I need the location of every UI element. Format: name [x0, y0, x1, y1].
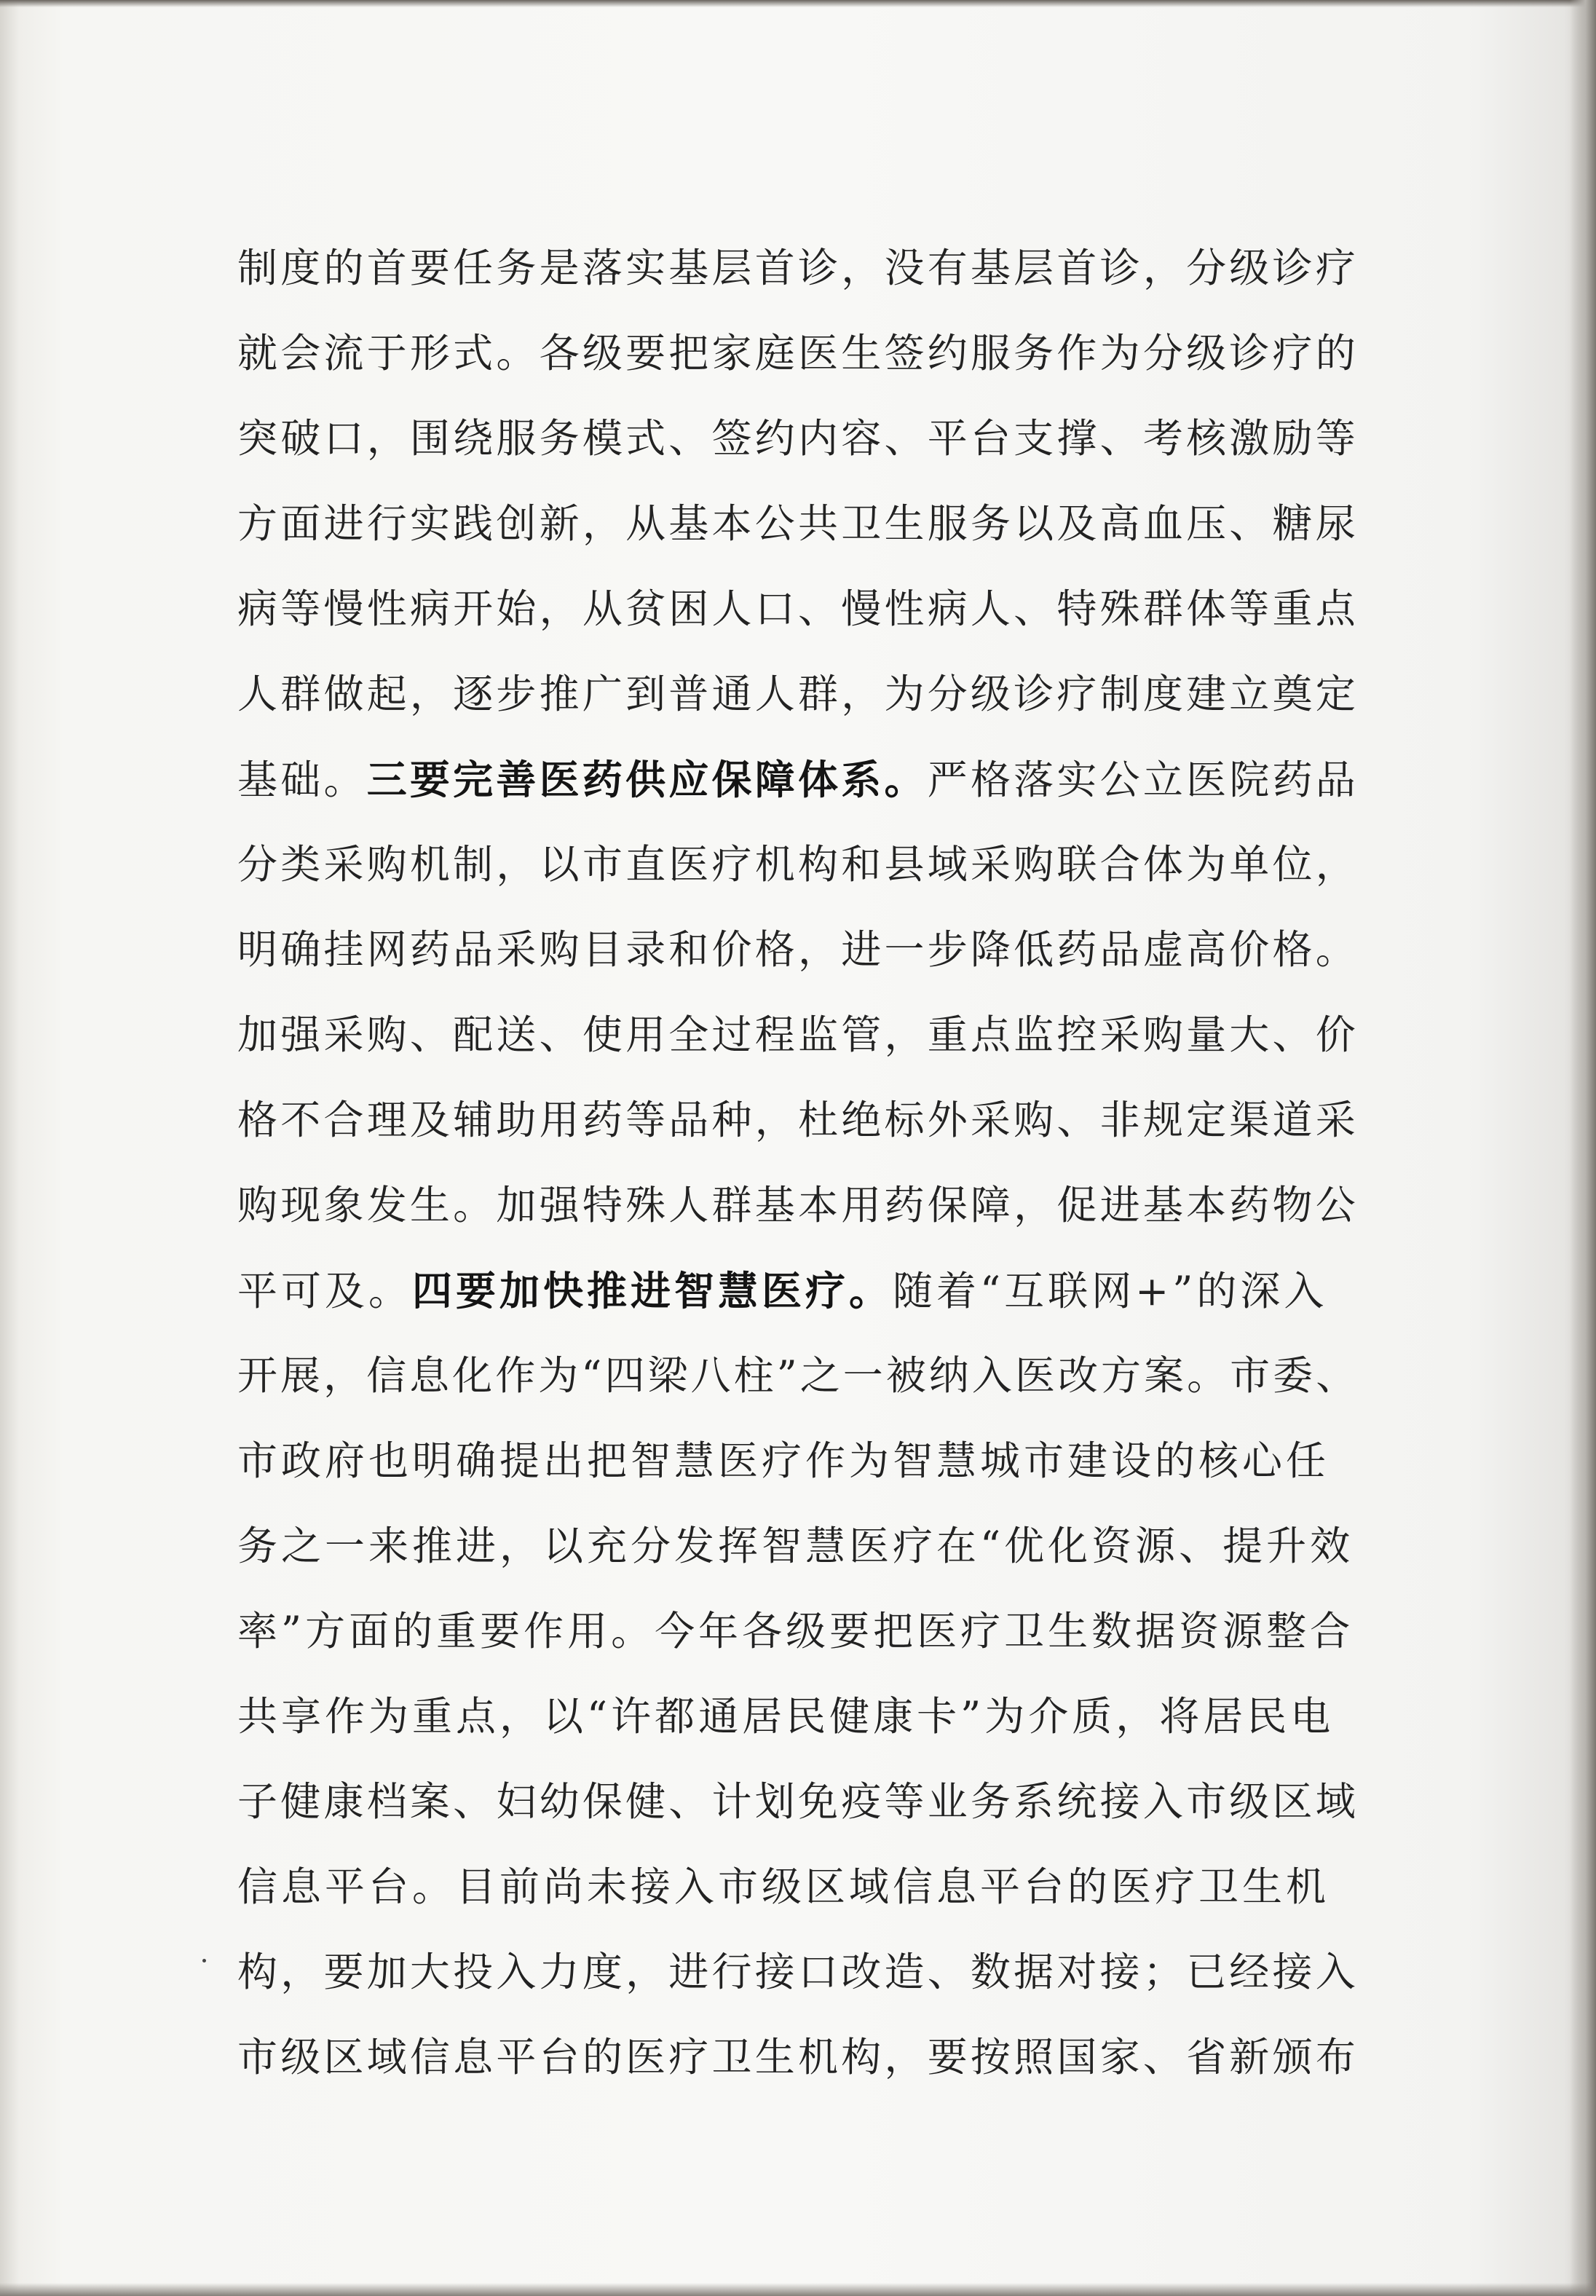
line-text: 制度的首要任务是落实基层首诊，没有基层首诊，分级诊疗: [237, 245, 1359, 291]
text-line: [237, 907, 1359, 993]
line-text: 随着“互联网+”的深入: [893, 1268, 1328, 1314]
text-line: [237, 1078, 1359, 1163]
line-text: 开展，信息化作为“四梁八柱”之一被纳入医改方案。市委、: [237, 1352, 1359, 1399]
line-text: 分类采购机制，以市直医疗机构和县域采购联合体为单位，: [237, 841, 1359, 888]
text-line: [237, 396, 1359, 481]
line-text: 明确挂网药品采购目录和价格，进一步降低药品虚高价格。: [237, 926, 1359, 973]
text-line: [237, 993, 1359, 1078]
line-text: 市级区域信息平台的医疗卫生机构，要按照国家、省新颁布: [237, 2034, 1359, 2080]
line-text: 购现象发生。加强特殊人群基本用药保障，促进基本药物公: [237, 1182, 1359, 1228]
line-text: 信息平台。目前尚未接入市级区域信息平台的医疗卫生机: [237, 1863, 1330, 1910]
text-line: [237, 652, 1359, 737]
text-line: [237, 226, 1359, 311]
page-shadow-bottom: [0, 2283, 1596, 2296]
page-shadow-top: [0, 0, 1596, 7]
line-text: 人群做起，逐步推广到普通人群，为分级诊疗制度建立奠定: [237, 671, 1359, 717]
line-text: 率”方面的重要作用。今年各级要把医疗卫生数据资源整合: [237, 1608, 1354, 1654]
line-text: 加强采购、配送、使用全过程监管，重点监控采购量大、价: [237, 1011, 1359, 1058]
page-shadow-right: [1570, 0, 1596, 2296]
line-text: 基础。: [237, 757, 367, 803]
text-line: [237, 1419, 1359, 1504]
text-line: [237, 2015, 1359, 2100]
text-line: [237, 1333, 1359, 1419]
text-line: [237, 1759, 1359, 1845]
paper-speck: [202, 1959, 206, 1962]
body-text: [237, 226, 1359, 2100]
line-text: 务之一来推进，以充分发挥智慧医疗在“优化资源、提升效: [237, 1523, 1354, 1569]
text-line: [237, 737, 1359, 822]
text-line: [237, 1674, 1359, 1759]
text-line: [237, 1845, 1359, 1930]
text-line: [237, 1930, 1359, 2015]
line-text: 方面进行实践创新，从基本公共卫生服务以及高血压、糖尿: [237, 500, 1359, 547]
line-text: 格不合理及辅助用药等品种，杜绝标外采购、非规定渠道采: [237, 1097, 1359, 1143]
text-line: [237, 567, 1359, 652]
line-text: 平可及。: [237, 1268, 413, 1314]
bold-heading-text: 四要加快推进智慧医疗。: [412, 1267, 893, 1314]
line-text: 市政府也明确提出把智慧医疗作为智慧城市建设的核心任: [237, 1437, 1330, 1484]
line-text: 病等慢性病开始，从贫困人口、慢性病人、特殊群体等重点: [237, 585, 1359, 632]
line-text: 就会流于形式。各级要把家庭医生签约服务作为分级诊疗的: [237, 330, 1359, 376]
bold-heading-text: 三要完善医药供应保障体系。: [366, 756, 928, 803]
line-text: 共享作为重点，以“许都通居民健康卡”为介质，将居民电: [237, 1693, 1335, 1740]
line-text: 子健康档案、妇幼保健、计划免疫等业务系统接入市级区域: [237, 1778, 1359, 1825]
text-line: [237, 1589, 1359, 1674]
line-text: 突破口，围绕服务模式、签约内容、平台支撑、考核激励等: [237, 415, 1359, 462]
text-line: [237, 311, 1359, 396]
line-text: 构，要加大投入力度，进行接口改造、数据对接；已经接入: [237, 1949, 1359, 1995]
line-text: 严格落实公立医院药品: [927, 757, 1359, 803]
text-line: [237, 1248, 1359, 1333]
text-line: [237, 481, 1359, 567]
text-line: [237, 1163, 1359, 1248]
text-line: [237, 822, 1359, 907]
text-line: [237, 1504, 1359, 1589]
